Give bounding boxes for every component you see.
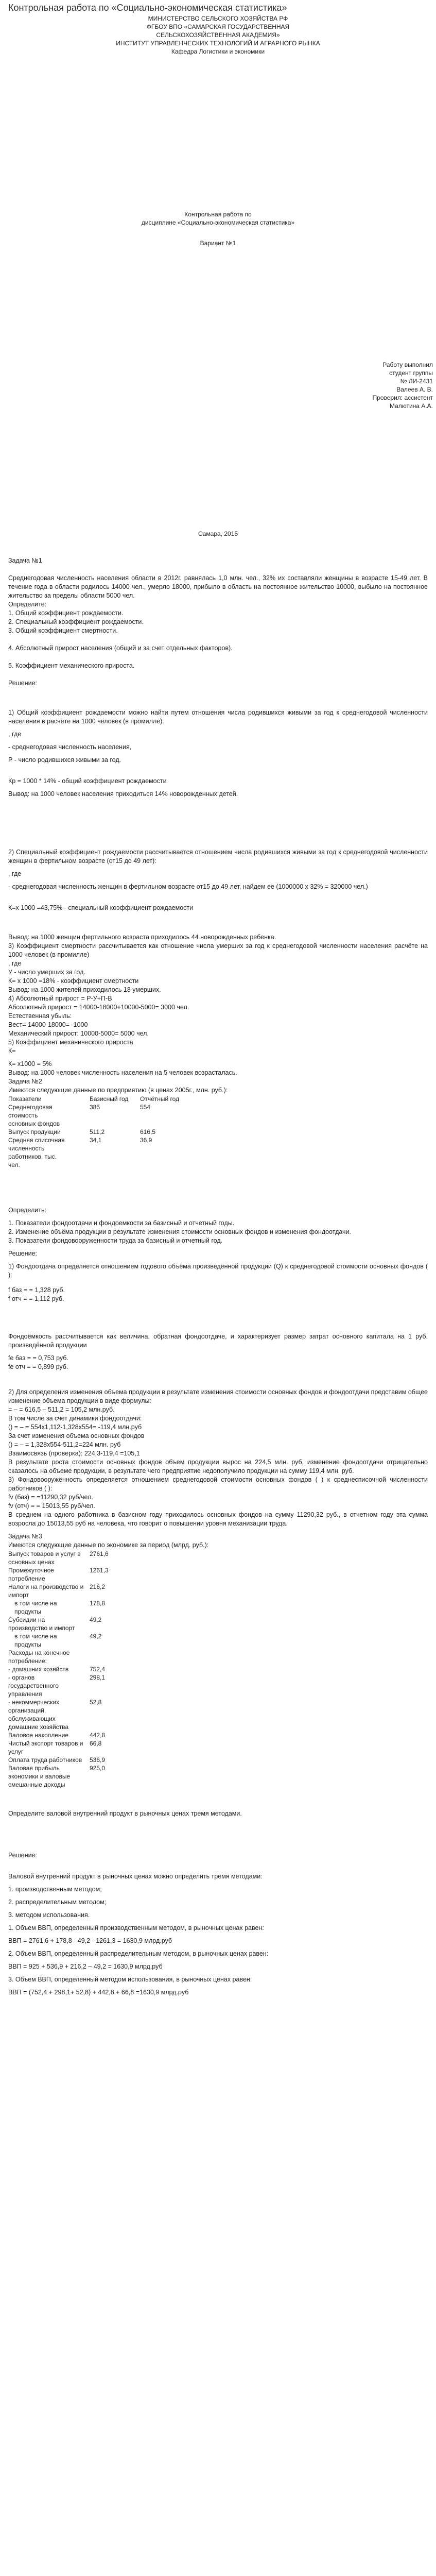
table-row [8, 1649, 113, 1665]
task-2-s1-d: fe баз = = 0,753 руб. [8, 1354, 68, 1362]
city-year: Самара, 2015 [198, 530, 238, 537]
task-2-s2-e: () = – = 1,328х554-511,2=224 млн. руб [8, 1441, 121, 1448]
table-cell: Среднегодовая стоимость основных фондов [8, 1104, 60, 1127]
task-2-item: 3. Показатели фондовооруженности труда за базисный и отчетный год. [8, 1237, 223, 1244]
task-1-item: 2. Специальный коэффициент рождаемости. [8, 618, 144, 625]
task-2-s2-g: В результате роста стоимости основных фондов объем продукции вырос на 224,5 млн. руб, изменение фондоотдачи отрицательно сказалось на объеме продукции, в результате чего предприятие недополучило продукции на сумму 119,4 млн. руб. [8, 1459, 428, 1475]
table-cell: 49,2 [90, 1633, 102, 1640]
table-cell: Расходы на конечное потребление: [8, 1649, 70, 1665]
table-cell: 298,1 [90, 1674, 106, 1681]
solution-label: Решение: [8, 680, 38, 687]
task-1-s1-out: Вывод: на 1000 человек населения приходиться 14% новорожденных детей. [8, 790, 238, 798]
task-1 [8, 556, 428, 1077]
task-1-s2-calc: К=х 1000 =43,75% - специальный коэффициент рождаемости [8, 904, 194, 911]
table-row [8, 1550, 113, 1566]
task-2-s2-c: () = – = 554х1,112-1,328х554= -119,4 млн.руб [8, 1423, 142, 1431]
task-1-s5-out: Вывод: на 1000 человек численность населения на 5 человек возрасталась. [8, 1069, 237, 1076]
task-1-s5-calc: К= х1000 = 5% [8, 1060, 52, 1067]
task-1-s3-u: У - число умерших за год. [8, 969, 85, 976]
table-header: Отчётный год [140, 1095, 180, 1103]
table-cell: 34,1 [90, 1137, 102, 1144]
table-cell: 2761,6 [90, 1550, 109, 1557]
table-cell: 442,8 [90, 1732, 106, 1739]
task-2-step-1: 1) Фондоотдача определяется отношением годового объёма произведённой продукции (Q) к среднегодовой стоимости основных фондов ( ): [8, 1263, 428, 1279]
task-1-heading: Задача №1 [8, 557, 42, 564]
teacher-name: Малютина А.А. [389, 402, 433, 410]
table-cell: 178,8 [90, 1600, 106, 1607]
task-3-s3: 3. Объем ВВП, определенный методом использования, в рыночных ценах равен: [8, 1976, 252, 1983]
task-1-s4-b: Естественная убыль: [8, 1012, 72, 1020]
task-3-s0: Валовой внутренний продукт в рыночных ценах можно определить тремя методами: [8, 1873, 263, 1880]
table-row [8, 1103, 183, 1128]
table-cell: Субсидии на производство и импорт [8, 1616, 75, 1632]
discipline: дисциплине «Социально-экономическая статистика» [141, 219, 295, 226]
task-1-s1-n: - среднегодовая численность населения, [8, 743, 132, 751]
group-label: студент группы [389, 369, 433, 377]
work-type: Контрольная работа по [184, 211, 252, 218]
done-by: Работу выполнил [382, 361, 433, 368]
task-1-s3-out: Вывод: на 1000 жителей приходилось 18 умерших. [8, 986, 161, 993]
solution-label: Решение: [8, 1852, 38, 1859]
table-cell: - домашних хозяйств [8, 1666, 69, 1673]
table-cell: Чистый экспорт товаров и услуг [8, 1740, 83, 1755]
task-1-s5-k: К= [8, 1047, 16, 1055]
task-1-step-1: 1) Общий коэффициент рождаемости можно найти путем отношения числа родившихся живыми за год к среднегодовой численности населения в расчёте на 1000 человек (в промилле). [8, 709, 428, 725]
task-3-s1: 1. Объем ВВП, определенный производственным методом, в рыночных ценах равен: [8, 1924, 264, 1931]
task-1-item: 4. Абсолютный прирост населения (общий и за счет отдельных факторов). [8, 645, 233, 652]
table-cell: 52,8 [90, 1699, 102, 1706]
task-3-method: 1. производственным методом; [8, 1886, 102, 1893]
task-3-s2: 2. Объем ВВП, определенный распределительным методом, в рыночных ценах равен: [8, 1950, 269, 1957]
task-1-step-5: 5) Коэффициент механического прироста [8, 1039, 133, 1046]
solution-label: Решение: [8, 1250, 38, 1257]
table-cell: Выпуск продукции [8, 1128, 61, 1136]
table-cell: 66,8 [90, 1740, 102, 1747]
task-2-s1-a: f баз = = 1,328 руб. [8, 1286, 65, 1294]
table-cell: Валовое накопление [8, 1732, 68, 1739]
task-3-method: 3. методом использования. [8, 1911, 90, 1919]
table-row [8, 1128, 183, 1136]
institute: ИНСТИТУТ УПРАВЛЕНЧЕСКИХ ТЕХНОЛОГИЙ И АГРАРНОГО РЫНКА [116, 40, 320, 47]
task-1-s4-d: Механический прирост: 10000-5000= 5000 чел. [8, 1030, 149, 1037]
task-1-s1-calc: Кр = 1000 * 14% - общий коэффициент рождаемости [8, 777, 167, 785]
task-1-s2-w: - среднегодовая численность женщин в фертильном возрасте от15 до 49 лет, найдем ее (1000000 х 32% = 320000 чел.) [8, 883, 368, 890]
task-1-item: 5. Коэффициент механического прироста. [8, 662, 135, 669]
table-cell: 616,5 [140, 1128, 156, 1136]
page-title: Контрольная работа по «Социально-экономическая статистика» [8, 3, 287, 13]
table-cell: в том числе на продукты [14, 1600, 57, 1615]
table-cell: 752,4 [90, 1666, 106, 1673]
task-1-s4-a: Абсолютный прирост = 14000-18000+10000-5000= 3000 чел. [8, 1004, 189, 1011]
table-cell: Промежуточное потребление [8, 1567, 54, 1582]
task-3-method: 2. распределительным методом; [8, 1899, 107, 1906]
task-2-intro: Имеются следующие данные по предприятию (в ценах 2005г., млн. руб.): [8, 1087, 228, 1094]
author-block [299, 361, 433, 410]
task-2-s1-e: fe отч = = 0,899 руб. [8, 1363, 68, 1370]
table-cell: 49,2 [90, 1616, 102, 1623]
task-2-s3-b: fv (отч) = = 15013,55 руб/чел. [8, 1502, 95, 1510]
university-line-2: СЕЛЬСКОХОЗЯЙСТВЕННАЯ АКАДЕМИЯ» [156, 31, 280, 39]
table-cell: Выпуск товаров и услуг в основных ценах [8, 1550, 81, 1566]
table-header: Показатели [8, 1095, 42, 1103]
department: Кафедра Логистики и экономики [171, 48, 265, 55]
task-1-item: 1. Общий коэффициент рождаемости. [8, 609, 124, 617]
task-1-step-4: 4) Абсолютный прирост = Р-У+П-В [8, 995, 112, 1002]
task-2-heading: Задача №2 [8, 1078, 42, 1085]
table-row [8, 1731, 113, 1739]
task-2-s2-b: В том числе за счет динамики фондоотдачи: [8, 1415, 142, 1422]
task-3-heading: Задача №3 [8, 1533, 42, 1540]
task-2-define: Определить: [8, 1207, 46, 1214]
task-3 [8, 1532, 428, 1997]
table-row [8, 1673, 113, 1698]
table-row [8, 1616, 113, 1632]
checked-by: Проверил: ассистент [372, 394, 433, 401]
table-row [8, 1599, 113, 1616]
table-row [8, 1632, 113, 1649]
table-cell [90, 1649, 113, 1665]
table-cell: - некоммерческих организаций, обслуживающих домашние хозяйства [8, 1699, 69, 1731]
task-3-s1-calc: ВВП = 2761,6 + 178,8 - 49,2 - 1261,3 = 1630,9 млрд.руб [8, 1937, 172, 1944]
table-cell: 36,9 [140, 1137, 152, 1144]
task-2-s2-d: За счет изменения объема основных фондов [8, 1432, 145, 1439]
task-1-s1-r: Р - число родившихся живыми за год. [8, 756, 121, 764]
task-3-task: Определите валовой внутренний продукт в рыночных ценах тремя методами. [8, 1810, 242, 1817]
ministry: МИНИСТЕРСТВО СЕЛЬСКОГО ХОЗЯЙСТВА РФ [148, 15, 288, 22]
task-2-item: 2. Изменение объёма продукции в результате изменения стоимости основных фондов и изменения фондоотдачи. [8, 1228, 352, 1235]
task-2-s2-f: Взаимосвязь (проверка): 224,3-119,4 =105,1 [8, 1450, 140, 1457]
table-cell: 536,9 [90, 1756, 106, 1764]
task-3-s3-calc: ВВП = (752,4 + 298,1+ 52,8) + 442,8 + 66,8 =1630,9 млрд.руб [8, 1989, 189, 1996]
task-2-table [8, 1095, 183, 1169]
university-line-1: ФГБОУ ВПО «САМАРСКАЯ ГОСУДАРСТВЕННАЯ [146, 23, 290, 30]
where-label: , где [8, 731, 22, 738]
table-row [8, 1566, 113, 1583]
table-cell: Валовая прибыль экономики и валовые смешанные доходы [8, 1765, 71, 1788]
task-1-define: Определите: [8, 601, 47, 608]
title-page [8, 14, 433, 538]
student-name: Валеев А. В. [396, 386, 433, 393]
table-row [8, 1739, 113, 1756]
table-cell: - органов государственного управления [8, 1674, 59, 1698]
task-3-intro: Имеются следующие данные по экономике за период (млрд. руб.): [8, 1541, 209, 1549]
group-number: № ЛИ-2431 [400, 378, 433, 385]
task-2-s2-a: = – = 616,5 – 511,2 = 105,2 млн.руб. [8, 1406, 115, 1413]
table-cell: 216,2 [90, 1583, 106, 1590]
table-row [8, 1583, 113, 1599]
table-cell: 511,2 [90, 1128, 105, 1136]
where-label: , где [8, 960, 22, 967]
task-1-item: 3. Общий коэффициент смертности. [8, 627, 118, 634]
task-2 [8, 1077, 428, 1528]
table-cell: 925,0 [90, 1765, 106, 1772]
task-2-s1-b: f отч = = 1,112 руб. [8, 1295, 64, 1302]
task-2-s1-c: Фондоёмкость рассчитывается как величина, обратная фондоотдаче, и характеризует размер затрат основного капитала на 1 руб. произведённой продукции [8, 1333, 428, 1349]
task-2-s3-out: В среднем на одного работника в базисном году приходилось основных фондов на сумму 11290,32 руб., в отчетном году эта сумма возросла до 15013,55 руб на человека, что говорит о повышении уровня механизации труда. [8, 1511, 428, 1527]
task-2-s3-a: fv (баз) = =11290,32 руб/чел. [8, 1494, 93, 1501]
table-cell: 554 [140, 1104, 151, 1111]
table-row [8, 1698, 113, 1731]
task-1-text: Среднегодовая численность населения области в 2012г. равнялась 1,0 млн. чел., 32% их составляли женщины в возрасте 15-49 лет. В течение года в области родилось 14000 чел., умерло 18000, прибыло в область на постоянное жительство 10000, выбыло на постоянное жительство за пределы области 5000 чел. [8, 574, 428, 599]
table-cell: 385 [90, 1104, 100, 1111]
table-header-row [8, 1095, 183, 1103]
task-2-item: 1. Показатели фондоотдачи и фондоемкости за базисный и отчетный годы. [8, 1219, 235, 1227]
task-3-table [8, 1550, 113, 1789]
table-header: Базисный год [90, 1095, 129, 1103]
where-label: , где [8, 870, 22, 877]
task-2-step-2: 2) Для определения изменения объема продукции в результате изменения стоимости основных фондов и фондоотдачи представим общее изменение объема продукции в виде формулы: [8, 1388, 428, 1404]
table-row [8, 1756, 113, 1764]
task-1-s2-out: Вывод: на 1000 женщин фертильного возраста приходилось 44 новорожденных ребенка. [8, 934, 276, 941]
task-1-step-3: 3) Коэффициент смертности рассчитывается как отношение числа умерших за год к среднегодовой численности населения расчёте на 1000 человек (в промилле) [8, 942, 428, 958]
variant: Вариант №1 [200, 240, 236, 247]
table-cell: Налоги на производство и импорт [8, 1583, 84, 1599]
task-1-step-2: 2) Специальный коэффициент рождаемости рассчитывается отношением числа родившихся живыми за год к среднегодовой численности женщин в фертильном возрасте (от15 до 49 лет): [8, 849, 428, 865]
table-cell: Средняя списочная численность работников, тыс. чел. [8, 1137, 65, 1168]
table-row [8, 1665, 113, 1673]
task-2-step-3: 3) Фондовооружённость определяется отношением среднегодовой стоимости основных фондов ( ) к среднесписочной численности работников ( ): [8, 1476, 428, 1492]
table-cell: 1261,3 [90, 1567, 109, 1574]
task-1-s4-c: Вест= 14000-18000= -1000 [8, 1021, 88, 1028]
document [0, 2, 436, 1997]
task-1-s3-calc: К= х 1000 =18% - коэффициент смертности [8, 977, 139, 985]
task-3-s2-calc: ВВП = 925 + 536,9 + 216,2 – 49,2 = 1630,9 млрд.руб [8, 1963, 163, 1970]
table-cell: в том числе на продукты [14, 1633, 57, 1648]
table-row [8, 1136, 183, 1169]
table-cell: Оплата труда работников [8, 1756, 82, 1764]
table-row [8, 1764, 113, 1789]
